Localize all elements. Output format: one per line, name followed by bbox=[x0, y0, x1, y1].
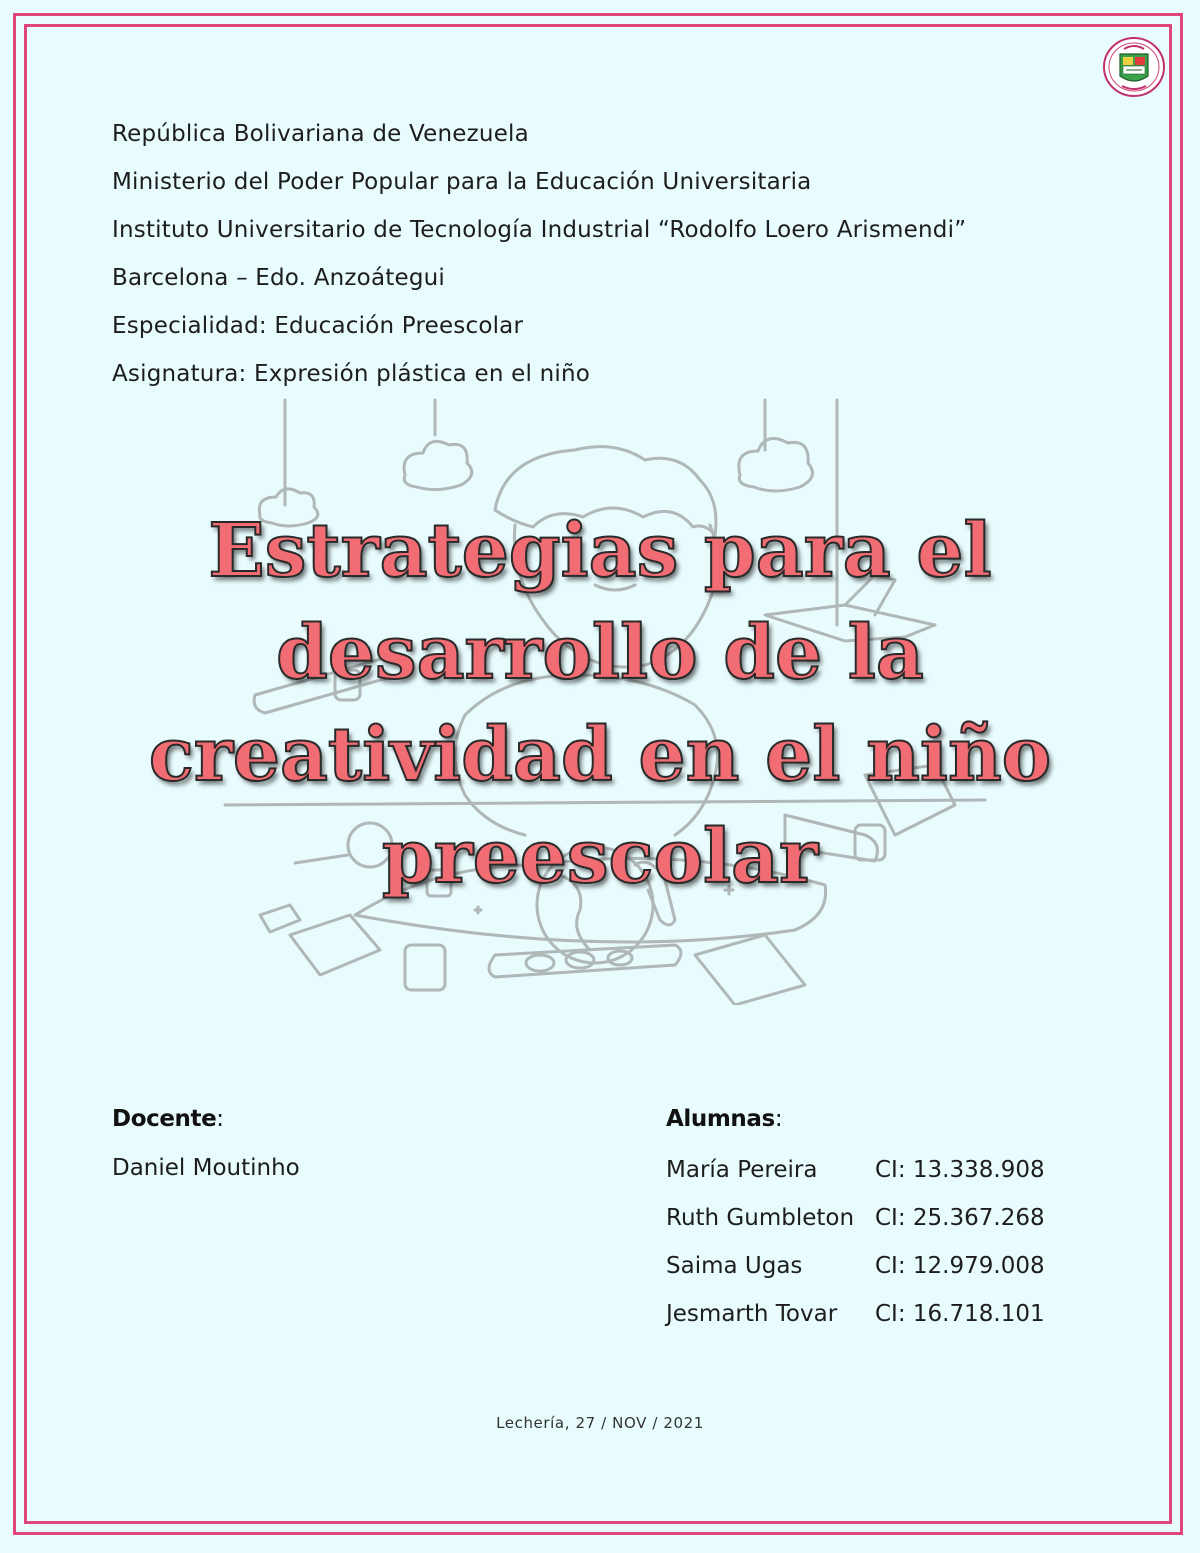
students-label bbox=[666, 1106, 782, 1132]
title-line: Estrategias para el bbox=[208, 508, 992, 594]
student-ci: CI: 25.367.268 bbox=[875, 1205, 1045, 1231]
teacher-label bbox=[112, 1106, 224, 1132]
header-line: Barcelona – Edo. Anzoátegui bbox=[112, 265, 445, 291]
header-line: Especialidad: Educación Preescolar bbox=[112, 313, 524, 339]
students-list bbox=[666, 1152, 1066, 1344]
document-title bbox=[140, 500, 1060, 908]
student-row bbox=[666, 1296, 1066, 1344]
header-line: Asignatura: Expresión plástica en el niño bbox=[112, 361, 590, 387]
student-row bbox=[666, 1152, 1066, 1200]
teacher-name: Daniel Moutinho bbox=[112, 1155, 300, 1181]
students-label-text: Alumnas bbox=[666, 1106, 775, 1132]
student-ci: CI: 12.979.008 bbox=[875, 1253, 1045, 1279]
institution-header bbox=[112, 116, 966, 404]
header-line: República Bolivariana de Venezuela bbox=[112, 121, 529, 147]
students-label-colon: : bbox=[774, 1106, 783, 1132]
student-row bbox=[666, 1248, 1066, 1296]
institute-logo-icon bbox=[1102, 36, 1166, 98]
teacher-label-text: Docente bbox=[112, 1106, 217, 1132]
title-line: preescolar bbox=[381, 814, 818, 900]
student-name: Saima Ugas bbox=[666, 1253, 803, 1279]
student-name: Jesmarth Tovar bbox=[666, 1301, 838, 1327]
title-line: creatividad en el niño bbox=[148, 712, 1052, 798]
student-row bbox=[666, 1200, 1066, 1248]
header-line: Ministerio del Poder Popular para la Educación Universitaria bbox=[112, 169, 812, 195]
student-ci: CI: 16.718.101 bbox=[875, 1301, 1045, 1327]
header-line: Instituto Universitario de Tecnología Industrial “Rodolfo Loero Arismendi” bbox=[112, 217, 967, 243]
place-date-footer: Lechería, 27 / NOV / 2021 bbox=[496, 1414, 704, 1432]
student-name: Ruth Gumbleton bbox=[666, 1205, 855, 1231]
title-line: desarrollo de la bbox=[276, 610, 924, 696]
student-name: María Pereira bbox=[666, 1157, 818, 1183]
teacher-label-colon: : bbox=[216, 1106, 224, 1132]
student-ci: CI: 13.338.908 bbox=[875, 1157, 1045, 1183]
